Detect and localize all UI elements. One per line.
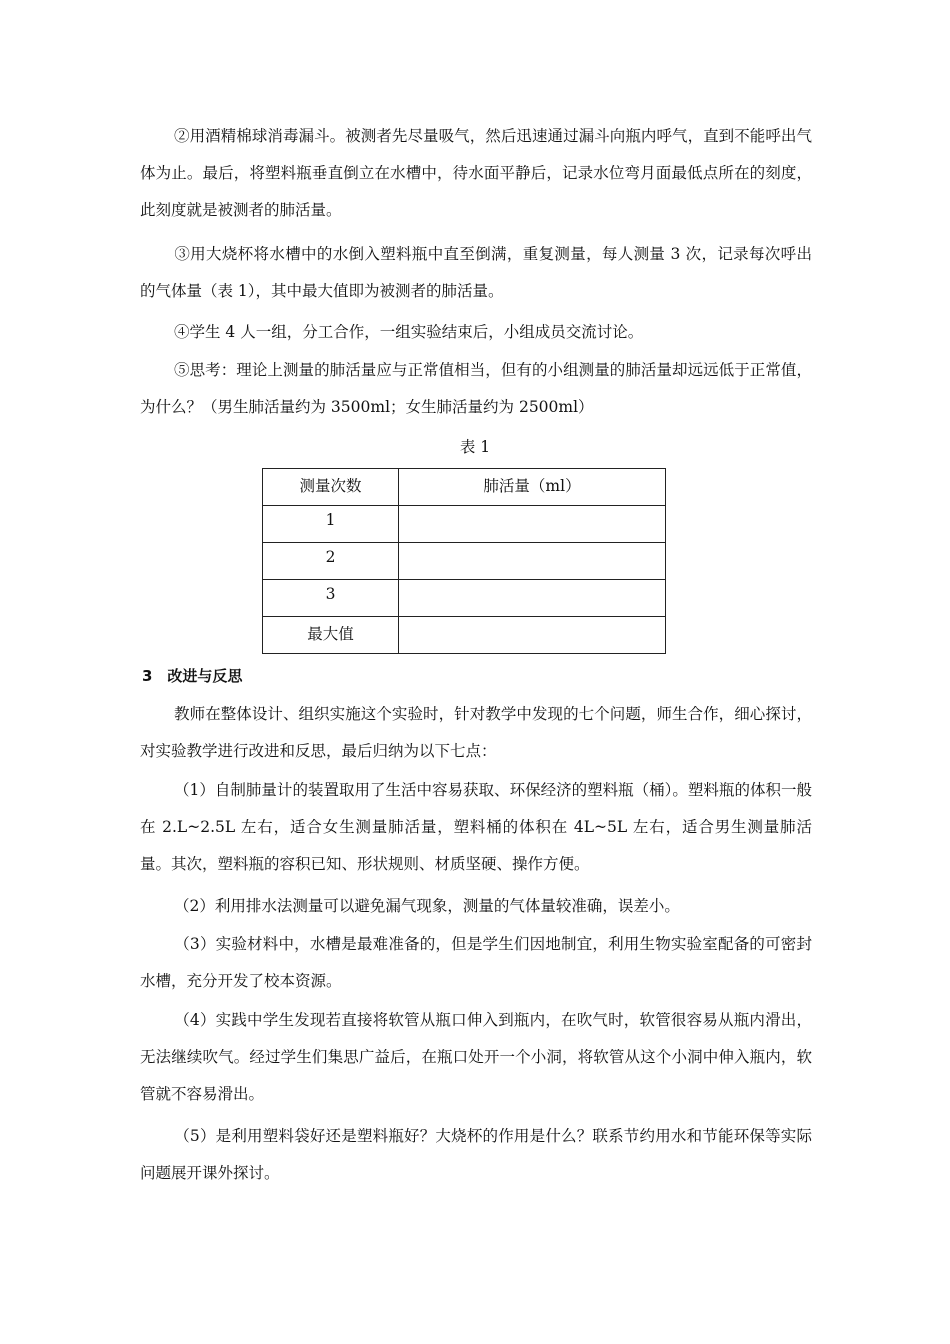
table-cell: 3 xyxy=(263,580,399,617)
point-2-text: （2）利用排水法测量可以避免漏气现象，测量的气体量较准确，误差小。 xyxy=(174,897,680,915)
header-measure-count: 测量次数 xyxy=(263,469,399,506)
step-5-text: ⑤思考：理论上测量的肺活量应与正常值相当，但有的小组测量的肺活量却远远低于正常值，为什么？（男生肺活量约为 3500ml；女生肺活量约为 2500ml） xyxy=(140,361,812,416)
point-3-paragraph xyxy=(140,926,812,1000)
table-cell xyxy=(399,580,666,617)
step-3-text: ③用大烧杯将水槽中的水倒入塑料瓶中直至倒满，重复测量，每人测量 3 次，记录每次呼出的气体量（表 1），其中最大值即为被测者的肺活量。 xyxy=(140,245,812,300)
table-row xyxy=(263,543,666,580)
table-cell: 最大值 xyxy=(263,617,399,654)
point-5-text: （5）是利用塑料袋好还是塑料瓶好？大烧杯的作用是什么？联系节约用水和节能环保等实际问题展开课外探讨。 xyxy=(140,1127,812,1182)
step-4-text: ④学生 4 人一组，分工合作，一组实验结束后，小组成员交流讨论。 xyxy=(174,323,644,341)
section-intro-text: 教师在整体设计、组织实施这个实验时，针对教学中发现的七个问题，师生合作，细心探讨，对实验教学进行改进和反思，最后归纳为以下七点： xyxy=(140,705,812,760)
section-heading: 3 改进与反思 xyxy=(142,667,243,685)
table-cell xyxy=(399,506,666,543)
step-2-text: ②用酒精棉球消毒漏斗。被测者先尽量吸气，然后迅速通过漏斗向瓶内呼气，直到不能呼出气体为止。最后，将塑料瓶垂直倒立在水槽中，待水面平静后，记录水位弯月面最低点所在的刻度，此刻度就是被测者的肺活量。 xyxy=(140,127,812,219)
point-3-text: （3）实验材料中，水槽是最难准备的，但是学生们因地制宜，利用生物实验室配备的可密封水槽，充分开发了校本资源。 xyxy=(140,935,812,990)
step-4-paragraph xyxy=(140,314,812,351)
header-lung-capacity: 肺活量（ml） xyxy=(399,469,666,506)
point-2-paragraph xyxy=(140,888,812,925)
point-5-paragraph xyxy=(140,1118,812,1192)
table-cell xyxy=(399,617,666,654)
point-1-text: （1）自制肺量计的装置取用了生活中容易获取、环保经济的塑料瓶（桶）。塑料瓶的体积一般在 2.L~2.5L 左右，适合女生测量肺活量，塑料桶的体积在 4L~5L 左右，适合男生测量肺活量。其次，塑料瓶的容积已知、形状规则、材质坚硬、操作方便。 xyxy=(140,781,812,873)
point-4-paragraph xyxy=(140,1002,812,1113)
section-intro-paragraph xyxy=(140,696,812,770)
table-cell: 1 xyxy=(263,506,399,543)
table-caption: 表 1 xyxy=(459,438,491,456)
table-header-row xyxy=(263,469,666,506)
step-5-paragraph xyxy=(140,352,812,426)
table-row xyxy=(263,617,666,654)
point-4-text: （4）实践中学生发现若直接将软管从瓶口伸入到瓶内，在吹气时，软管很容易从瓶内滑出，无法继续吹气。经过学生们集思广益后，在瓶口处开一个小洞，将软管从这个小洞中伸入瓶内，软管就不容易滑出。 xyxy=(140,1011,812,1103)
lung-capacity-table xyxy=(262,468,666,654)
step-3-paragraph xyxy=(140,236,812,310)
table-cell: 2 xyxy=(263,543,399,580)
table-row xyxy=(263,580,666,617)
step-2-paragraph xyxy=(140,118,812,229)
table-cell xyxy=(399,543,666,580)
point-1-paragraph xyxy=(140,772,812,883)
table-row xyxy=(263,506,666,543)
